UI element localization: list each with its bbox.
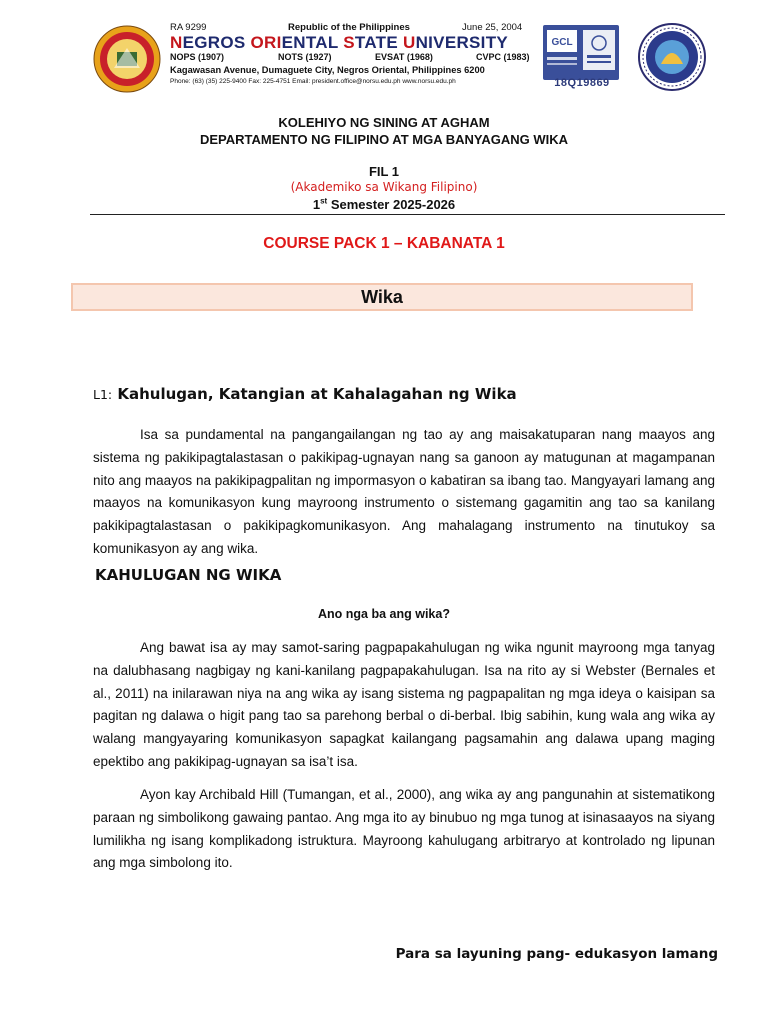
certification-badge-icon xyxy=(543,25,619,80)
svg-text:GCL: GCL xyxy=(551,37,573,48)
norsu-seal-icon xyxy=(92,24,162,94)
republic-label: Republic of the Philippines xyxy=(288,22,410,33)
semester-label: 1st Semester 2025-2026 xyxy=(312,196,456,212)
question-heading: Ano nga ba ang wika? xyxy=(318,607,450,621)
ra-number: RA 9299 xyxy=(170,22,207,33)
university-name: NEGROS ORIENTAL STATE UNIVERSITY xyxy=(170,33,509,52)
footer-note: Para sa layuning pang- edukasyon lamang xyxy=(395,946,718,962)
history-row: NOPS (1907) NOTS (1927) EVSAT (1968) CVPC (1983) xyxy=(170,52,530,62)
course-subtitle: (Akademiko sa Wikang Filipino) xyxy=(290,180,478,194)
paragraph: Ayon kay Archibald Hill (Tumangan, et al., 2000), ang wika ay ang pangunahin at sistematikong paraan ng simbolikong gawaing pantao. Ang mga ito ay binubuo ng mga tunog at isinasaayos na siyang lumilikha ng isang komplikadong istruktura. Mayroong kahulugang arbitraryo at kontrolado ng lipunan ang mga simbolong ito. xyxy=(93,787,715,871)
gcl-certification-logo xyxy=(543,25,619,80)
course-pack-title: COURSE PACK 1 – KABANATA 1 xyxy=(263,235,505,252)
paragraph: Ang bawat isa ay may samot-saring pagpapakahulugan ng wika ngunit mayroong mga tanyag na dalubhasang nagbigay ng kani-kanilang pagpapakahulugan. Isa na rito ay si Webster (Bernales et al., 2011) na inilarawan niya na ang wika ay isang sistema ng pagpapalitan ng mga ideya o kaisipan sa pagitan ng dalawa o higit pang tao sa parehong berbal o di-berbal. Ibig sabihin, kung wala ang wika ay walang mangyayaring komunikasyon sapagkat kailangang pagsamahin ang dalawa upang maging epektibo ang pakikipag-ugnayan sa isa’t isa. xyxy=(93,640,715,769)
topic-title: Wika xyxy=(361,287,403,307)
contact-info: Phone: (63) (35) 225-9400 Fax: 225-4751 Email: president.office@norsu.edu.ph www.norsu.edu.ph xyxy=(170,78,456,85)
lesson-heading xyxy=(93,385,517,403)
lesson-code: L1: xyxy=(93,387,113,402)
letterhead-text xyxy=(170,22,542,87)
header-divider xyxy=(90,214,725,215)
topic-title-box xyxy=(71,283,693,311)
section-heading: KAHULUGAN NG WIKA xyxy=(95,566,282,584)
address: Kagawasan Avenue, Dumaguete City, Negros Oriental, Philippines 6200 xyxy=(170,65,485,75)
lesson-title: Kahulugan, Katangian at Kahalagahan ng Wika xyxy=(112,385,517,403)
department-name: DEPARTAMENTO NG FILIPINO AT MGA BANYAGANG WIKA xyxy=(199,132,569,147)
letterhead xyxy=(92,22,707,94)
paragraph: Isa sa pundamental na pangangailangan ng tao ay ang maisakatuparan nang maayos ang sistema ng pakikipagtalastasan o pakikipag-ugnayan nang sa ganoon ay matugunan at magampanan nito ang maayos na pakikipagpalitan ng impormasyon o kabatiran sa ibang tao. Mangyayari lamang ang maayos na komunikasyon kung mayroong instrumento o sistemang gagamitin ang tao sa kanilang pakikipagtalastasan o pakikipagkomunikasyon. Ang mahalagang instrumento na tinutukoy sa komunikasyon ay ang wika. xyxy=(93,427,715,556)
college-seal-icon xyxy=(637,22,707,92)
course-code: FIL 1 xyxy=(368,164,400,179)
college-name: KOLEHIYO NG SINING AT AGHAM xyxy=(278,115,490,130)
certification-number: 18Q19869 xyxy=(554,77,610,89)
letterhead-date: June 25, 2004 xyxy=(462,22,523,33)
